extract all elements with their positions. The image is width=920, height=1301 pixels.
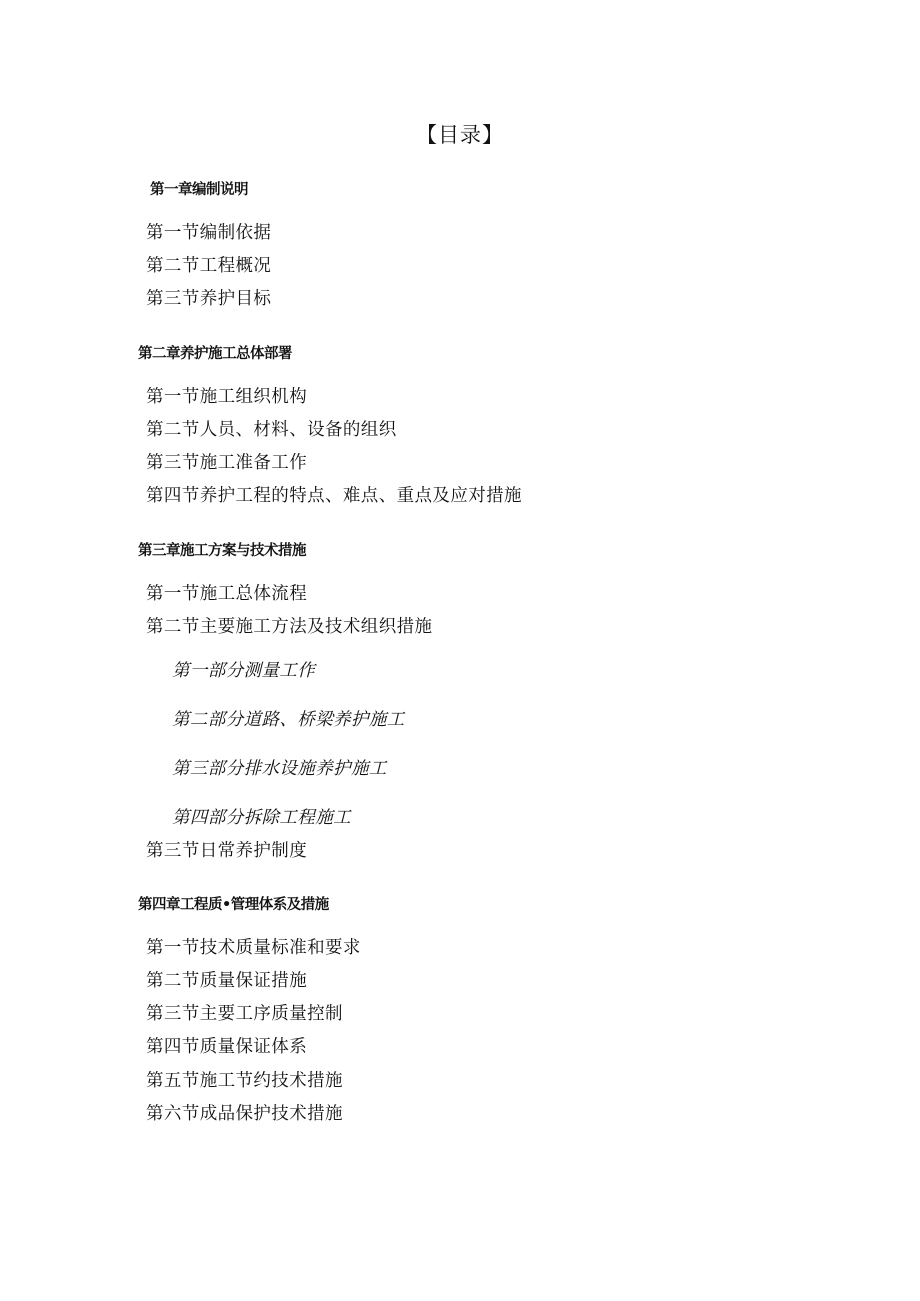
chapter-4-section-1: 第一节技术质量标准和要求	[146, 938, 361, 958]
chapter-1-section-3: 第三节养护目标	[146, 289, 272, 309]
chapter-3-title: 第三章施工方案与技术措施	[138, 543, 306, 559]
chapter-4-section-6: 第六节成品保护技术措施	[146, 1104, 343, 1124]
chapter-4-section-3: 第三节主要工序质量控制	[146, 1004, 343, 1024]
chapter-3-section-2: 第二节主要施工方法及技术组织措施	[146, 617, 433, 637]
toc-title: 【目录】	[416, 123, 504, 147]
chapter-4-title: 第四章工程质•管理体系及措施	[138, 897, 329, 913]
chapter-2-section-3: 第三节施工准备工作	[146, 453, 308, 473]
chapter-3-part-4: 第四部分拆除工程施工	[172, 808, 351, 828]
chapter-4-section-2: 第二节质量保证措施	[146, 971, 308, 991]
chapter-2-section-4: 第四节养护工程的特点、难点、重点及应对措施	[146, 486, 522, 506]
chapter-2-section-2: 第二节人员、材料、设备的组织	[146, 420, 397, 440]
chapter-4-section-5: 第五节施工节约技术措施	[146, 1071, 343, 1091]
chapter-3-section-1: 第一节施工总体流程	[146, 584, 308, 604]
chapter-3-section-3: 第三节日常养护制度	[146, 841, 308, 861]
chapter-1-section-2: 第二节工程概况	[146, 256, 272, 276]
chapter-2-section-1: 第一节施工组织机构	[146, 387, 308, 407]
chapter-2-title: 第二章养护施工总体部署	[138, 346, 292, 362]
chapter-3-part-1: 第一部分测量工作	[172, 661, 316, 681]
chapter-4-section-4: 第四节质量保证体系	[146, 1037, 308, 1057]
chapter-1-title: 第一章编制说明	[150, 182, 248, 198]
chapter-3-part-2: 第二部分道路、桥梁养护施工	[172, 710, 405, 730]
chapter-1-section-1: 第一节编制依据	[146, 223, 272, 243]
chapter-3-part-3: 第三部分排水设施养护施工	[172, 759, 387, 779]
